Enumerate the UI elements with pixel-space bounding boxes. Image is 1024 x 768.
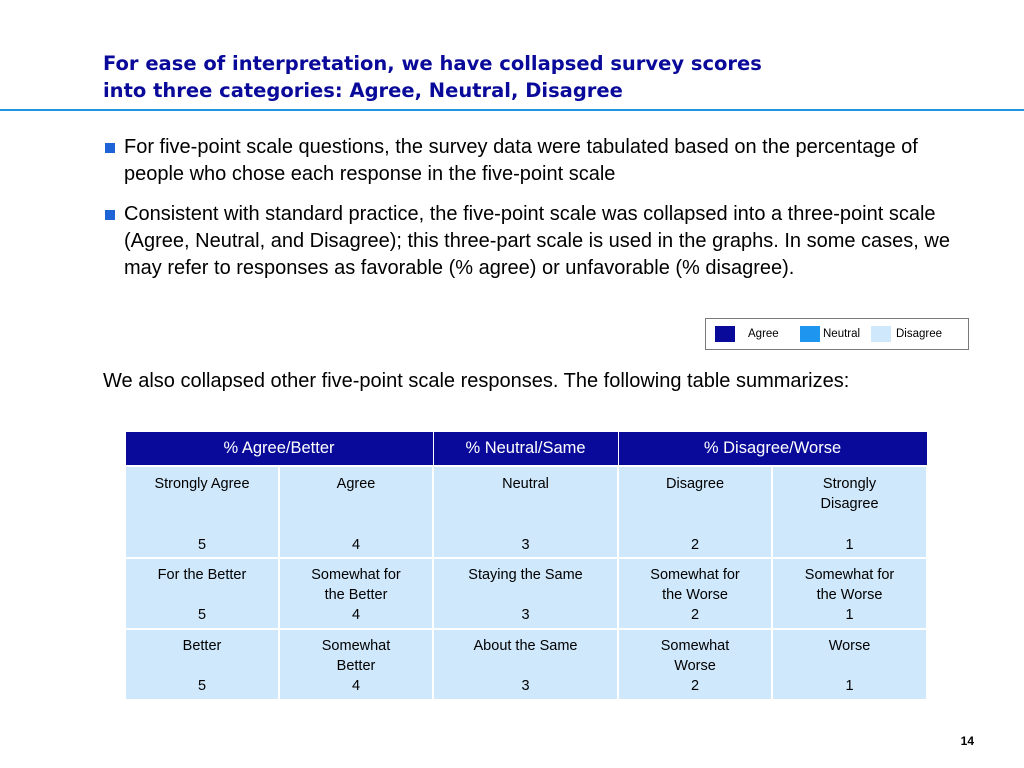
scale-summary-table (124, 431, 928, 701)
cell-score: 5 (197, 678, 207, 694)
page-number: 14 (960, 734, 974, 748)
bullet-text: Consistent with standard practice, the five-point scale was collapsed into a three-point scale (Agree, Neutral, and Disagree); this three-part scale is used in the graphs. In some cases, we may refer to responses as favorable (% agree) or unfavorable (% disagree). (124, 203, 950, 279)
legend-label-neutral: Neutral (823, 328, 861, 340)
table-cell (279, 558, 433, 629)
table-cell (618, 466, 772, 558)
table-cell (279, 466, 433, 558)
cell-label: Somewhat for the Better (311, 567, 401, 603)
square-bullet-icon (105, 143, 115, 153)
bullet-text: For five-point scale questions, the survey data were tabulated based on the percentage of people who chose each response in the five-point scale (124, 136, 918, 185)
table-cell (772, 558, 927, 629)
cell-score: 4 (351, 678, 361, 694)
square-bullet-icon (105, 210, 115, 220)
cell-label: For the Better (157, 567, 247, 583)
slide-title-line-2: into three categories: Agree, Neutral, Disagree (103, 79, 623, 102)
table-cell (125, 629, 279, 700)
table-cell (772, 629, 927, 700)
cell-score: 1 (845, 537, 854, 553)
table-cell (433, 466, 618, 558)
cell-score: 4 (351, 607, 361, 623)
cell-label: About the Same (473, 638, 578, 654)
table-cell (618, 629, 772, 700)
header-disagree-worse: % Disagree/Worse (618, 432, 927, 467)
cell-score: 2 (690, 607, 700, 623)
legend-label-agree: Agree (748, 328, 779, 340)
cell-label: Neutral (502, 476, 549, 492)
cell-score: 3 (521, 607, 530, 623)
table-cell (433, 629, 618, 700)
table-cell (125, 466, 279, 558)
legend-swatch-agree (715, 326, 735, 342)
cell-score: 1 (845, 607, 854, 623)
table-header-row (125, 432, 927, 467)
cell-label: Disagree (666, 476, 725, 492)
cell-score: 4 (351, 537, 361, 553)
title-divider (0, 109, 1024, 111)
cell-label: Better (182, 638, 222, 654)
header-agree-better: % Agree/Better (125, 432, 433, 467)
cell-label: Agree (336, 476, 376, 492)
cell-label: Somewhat Worse (660, 638, 730, 674)
table-row (125, 629, 927, 700)
cell-score: 2 (690, 537, 700, 553)
cell-label: Somewhat for the Worse (804, 567, 895, 603)
slide-title (103, 50, 983, 104)
slide-title-line-1: For ease of interpretation, we have collapsed survey scores (103, 52, 762, 75)
table-row (125, 466, 927, 558)
table-cell (279, 629, 433, 700)
cell-score: 5 (197, 537, 207, 553)
cell-label: Strongly Disagree (820, 476, 879, 512)
table-intro-text: We also collapsed other five-point scale responses. The following table summarizes: (103, 370, 850, 392)
legend-label-disagree: Disagree (896, 328, 943, 340)
color-legend (705, 318, 969, 350)
legend-swatch-neutral (800, 326, 820, 342)
cell-score: 3 (521, 537, 530, 553)
table-row (125, 558, 927, 629)
table-cell (772, 466, 927, 558)
cell-label: Strongly Agree (154, 476, 250, 492)
bullet-item (103, 201, 983, 282)
cell-score: 5 (197, 607, 207, 623)
cell-label: Somewhat for the Worse (650, 567, 740, 603)
cell-score: 2 (690, 678, 700, 694)
cell-score: 3 (521, 678, 530, 694)
cell-label: Somewhat Better (321, 638, 391, 674)
header-neutral-same: % Neutral/Same (433, 432, 618, 467)
cell-score: 1 (845, 678, 854, 694)
cell-label: Staying the Same (468, 567, 583, 583)
cell-label: Worse (828, 638, 871, 654)
table-cell (125, 558, 279, 629)
table-cell (618, 558, 772, 629)
bullet-list (103, 134, 983, 295)
bullet-item (103, 134, 983, 188)
table-cell (433, 558, 618, 629)
legend-swatch-disagree (871, 326, 891, 342)
